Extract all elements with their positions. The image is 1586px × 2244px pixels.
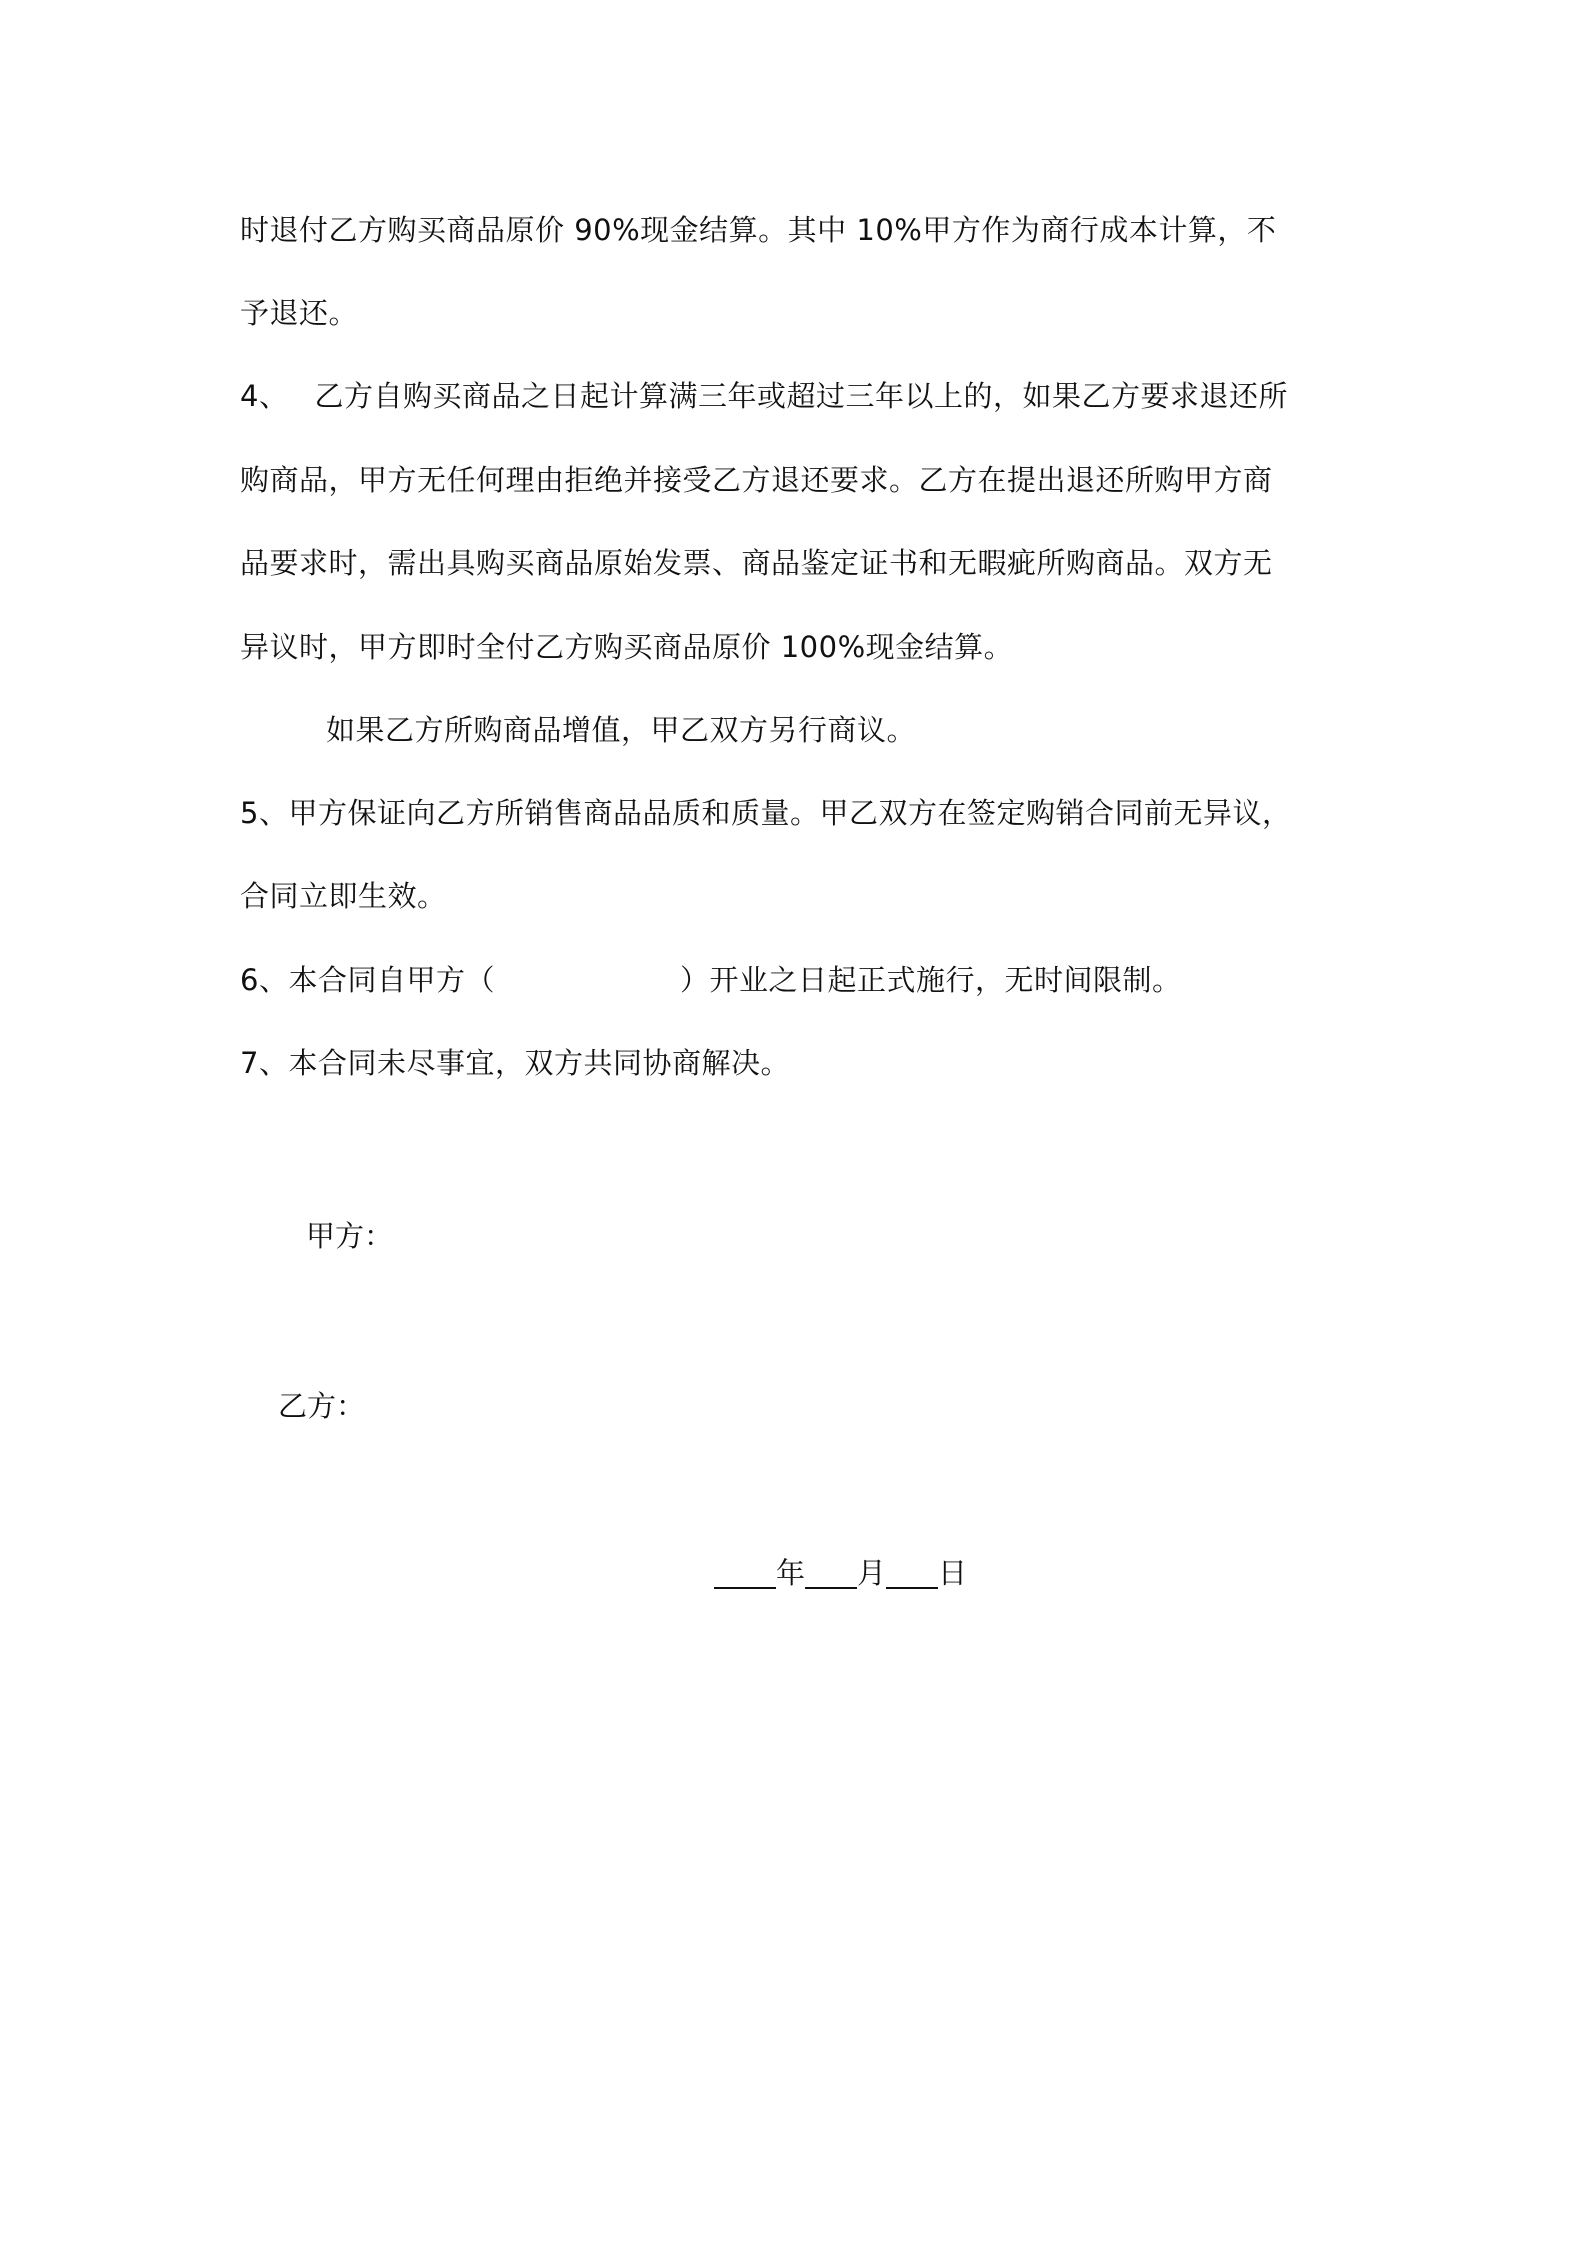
paragraph-4-line-1-text: 乙方自购买商品之日起计算满三年或超过三年以上的，如果乙方要求退还所 bbox=[314, 379, 1288, 413]
paragraph-4-number: 4、 bbox=[240, 379, 289, 413]
party-a-label: 甲方： bbox=[306, 1219, 394, 1253]
paragraph-4-line-2: 购商品，甲方无任何理由拒绝并接受乙方退还要求。乙方在提出退还所购甲方商 bbox=[240, 463, 1273, 497]
day-blank bbox=[886, 1557, 938, 1589]
year-blank bbox=[714, 1557, 776, 1589]
month-label: 月 bbox=[857, 1556, 887, 1590]
paragraph-6-after: ）开业之日起正式施行，无时间限制。 bbox=[679, 963, 1182, 997]
paragraph-4-line-5: 如果乙方所购商品增值，甲乙双方另行商议。 bbox=[326, 713, 917, 747]
signing-date bbox=[714, 1553, 967, 1593]
paragraph-5-line-2: 合同立即生效。 bbox=[240, 879, 447, 913]
paragraph-4-line-3: 品要求时，需出具购买商品原始发票、商品鉴定证书和无暇疵所购商品。双方无 bbox=[240, 546, 1273, 580]
paragraph-6 bbox=[240, 960, 1181, 1000]
paragraph-4-line-1 bbox=[240, 376, 1288, 416]
paragraph-5-line-1: 5、甲方保证向乙方所销售商品品质和质量。甲乙双方在签定购销合同前无异议， bbox=[240, 796, 1292, 830]
paragraph-6-before: 6、本合同自甲方（ bbox=[240, 963, 495, 997]
paragraph-7: 7、本合同未尽事宜，双方共同协商解决。 bbox=[240, 1046, 790, 1080]
party-b-label: 乙方： bbox=[278, 1389, 366, 1423]
paragraph-4-line-4: 异议时，甲方即时全付乙方购买商品原价 100%现金结算。 bbox=[240, 630, 1014, 664]
month-blank bbox=[805, 1557, 857, 1589]
paragraph-3-line-2: 予退还。 bbox=[240, 296, 359, 330]
day-label: 日 bbox=[938, 1556, 968, 1590]
year-label: 年 bbox=[776, 1556, 806, 1590]
paragraph-3-line-1: 时退付乙方购买商品原价 90%现金结算。其中 10%甲方作为商行成本计算，不 bbox=[240, 213, 1277, 247]
